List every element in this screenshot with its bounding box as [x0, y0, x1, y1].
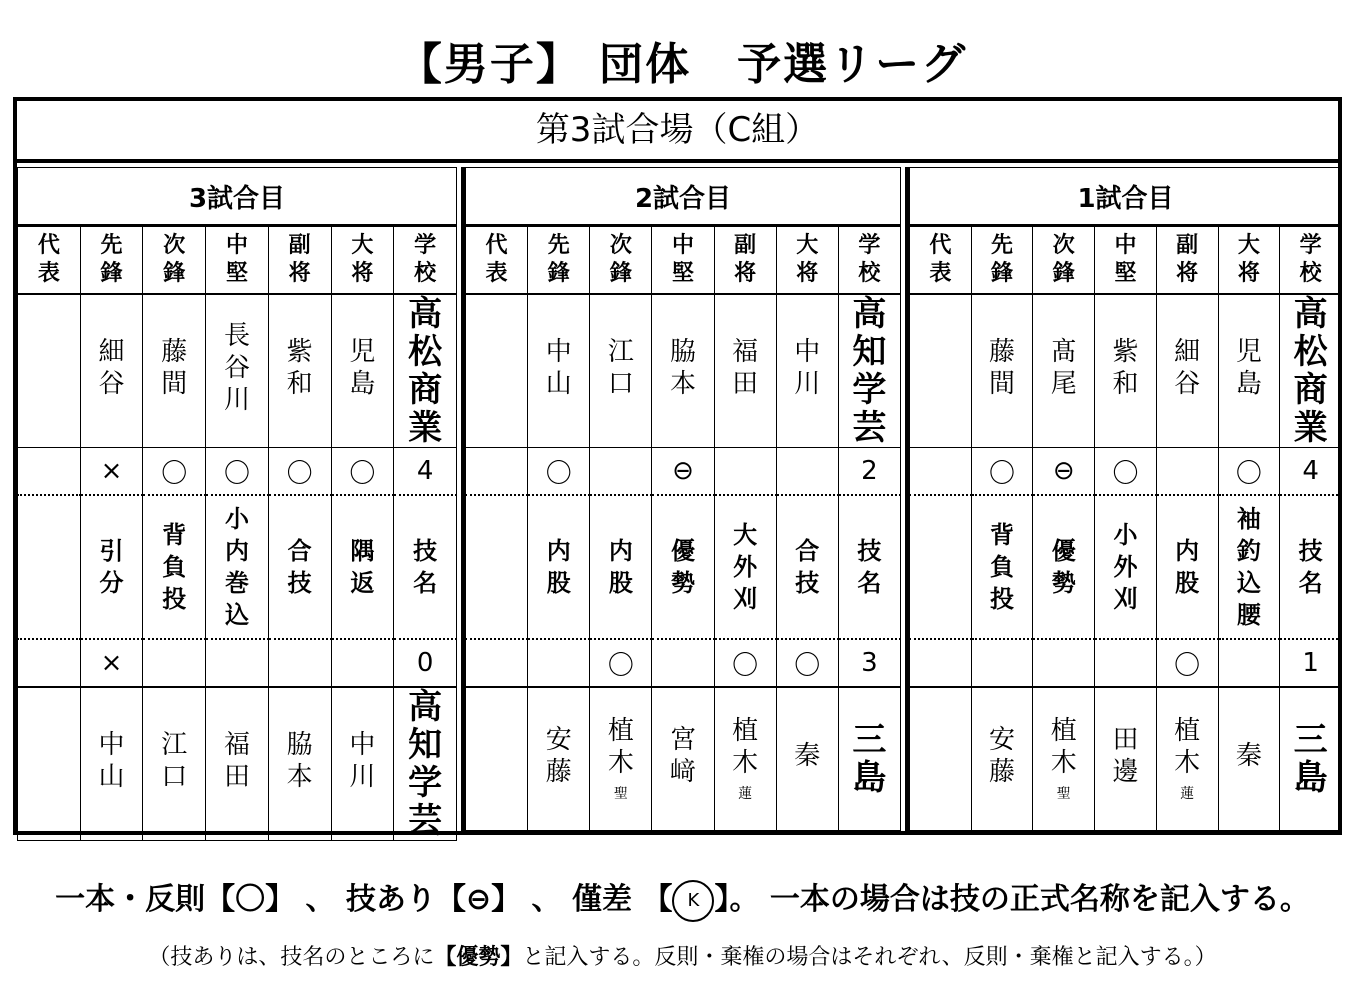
position-header-text: 中堅 — [1114, 233, 1137, 286]
top-player-name — [590, 294, 652, 448]
bottom-result-mark — [1218, 639, 1280, 687]
technique-name — [652, 495, 714, 639]
technique-name-text: 大外刈 — [733, 521, 758, 613]
technique-name — [466, 495, 528, 639]
bottom-player-name — [714, 687, 776, 831]
position-header — [776, 226, 838, 295]
top-total-text: 4 — [416, 456, 434, 486]
bottom-total-text: 3 — [861, 648, 878, 678]
position-header — [268, 226, 331, 295]
position-header-text: 副将 — [1176, 233, 1199, 286]
position-header-text: 副将 — [734, 233, 757, 286]
legend-part1: 一本・反則【〇】 、 技あり【 — [55, 882, 466, 917]
top-player-name-text: 細谷 — [98, 337, 125, 399]
top-player-name-text: 中山 — [545, 337, 572, 399]
bottom-result-mark — [331, 639, 394, 687]
bottom-result-mark — [80, 639, 143, 687]
bottom-player-name — [18, 687, 81, 841]
match-2 — [461, 167, 901, 831]
top-player-name — [268, 294, 331, 448]
top-school-text: 高知学芸 — [852, 294, 887, 448]
bottom-result-mark — [590, 639, 652, 687]
bottom-player-name-text: 江口 — [161, 730, 188, 792]
technique-name-text: 合技 — [287, 537, 312, 597]
technique-label — [1280, 495, 1342, 639]
name-suffix: 聖 — [613, 786, 628, 802]
bottom-player-name-text: 安藤 — [989, 725, 1016, 787]
position-header-text: 学校 — [858, 233, 881, 286]
top-result-mark — [910, 448, 972, 496]
bottom-result-mark — [652, 639, 714, 687]
legend-part3: 】。 一本の場合は技の正式名称を記入する。 — [714, 882, 1310, 917]
note-pre: （技ありは、技名のところに — [148, 945, 435, 970]
top-result-mark — [714, 448, 776, 496]
position-header — [18, 226, 81, 295]
top-player-name — [206, 294, 269, 448]
top-player-name-text: 藤間 — [989, 337, 1016, 399]
top-result-mark-text: 〇 — [989, 458, 1016, 489]
bottom-player-name-text: 田邊 — [1112, 725, 1139, 787]
top-player-name — [331, 294, 394, 448]
top-player-name — [652, 294, 714, 448]
bottom-player-name-text: 秦 — [1235, 741, 1262, 771]
technique-name-text: 内股 — [546, 537, 571, 597]
bottom-result-mark — [1095, 639, 1157, 687]
bottom-result-mark-text: 〇 — [1174, 650, 1201, 681]
top-result-mark — [528, 448, 590, 496]
bottom-player-name — [268, 687, 331, 841]
position-header-text: 代表 — [929, 233, 952, 286]
technique-name — [268, 495, 331, 639]
bottom-result-mark-text: 〇 — [732, 650, 759, 681]
top-result-mark — [1156, 448, 1218, 496]
top-player-name-text: 髙尾 — [1050, 337, 1077, 399]
bottom-player-name — [776, 687, 838, 831]
bottom-player-name — [1218, 687, 1280, 831]
top-player-name — [714, 294, 776, 448]
technique-name-text: 引分 — [99, 537, 124, 597]
bottom-player-name — [1156, 687, 1218, 831]
scoreboard — [13, 97, 1342, 841]
top-result-mark — [1218, 448, 1280, 496]
position-header — [466, 226, 528, 295]
bottom-player-name — [590, 687, 652, 831]
top-result-mark — [1095, 448, 1157, 496]
bottom-player-name-text: 脇本 — [286, 730, 313, 792]
top-player-name — [971, 294, 1033, 448]
top-result-mark-text: 〇 — [223, 458, 250, 489]
bottom-total — [838, 639, 900, 687]
technique-label — [394, 495, 457, 639]
top-player-name-text: 児島 — [1235, 337, 1262, 399]
page-title: 【男子】 団体 予選リーグ — [397, 39, 968, 90]
technique-name-text: 内股 — [1175, 537, 1200, 597]
technique-label-text: 技名 — [413, 537, 438, 597]
bottom-player-name — [331, 687, 394, 841]
name-suffix: 聖 — [1056, 786, 1071, 802]
position-header — [1218, 226, 1280, 295]
technique-name-text: 内股 — [608, 537, 633, 597]
technique-name-text: 背負投 — [162, 521, 187, 613]
top-player-name-text: 脇本 — [669, 337, 696, 399]
technique-name-text: 優勢 — [1051, 537, 1076, 597]
bottom-result-mark — [18, 639, 81, 687]
bottom-player-name — [528, 687, 590, 831]
position-header-text: 中堅 — [671, 233, 694, 286]
bottom-player-name — [143, 687, 206, 841]
bottom-player-name — [466, 687, 528, 831]
position-header — [206, 226, 269, 295]
note — [0, 940, 1365, 971]
match-label-text: 3試合目 — [188, 183, 286, 214]
top-player-name — [1033, 294, 1095, 448]
top-school-text: 高松商業 — [1293, 294, 1328, 448]
venue-title: 第3試合場（C組） — [17, 101, 1338, 163]
top-player-name-text: 福田 — [732, 337, 759, 399]
technique-label — [838, 495, 900, 639]
position-header — [838, 226, 900, 295]
bottom-result-mark — [143, 639, 206, 687]
position-header — [910, 226, 972, 295]
bottom-player-name-text: 秦 — [794, 741, 821, 771]
bottom-school-text: 三島 — [1293, 720, 1328, 798]
top-player-name-text: 児島 — [349, 337, 376, 399]
technique-label-text: 技名 — [1298, 537, 1323, 597]
bottom-player-name — [910, 687, 972, 831]
technique-name — [1033, 495, 1095, 639]
technique-name — [776, 495, 838, 639]
top-result-mark — [590, 448, 652, 496]
position-header — [1280, 226, 1342, 295]
top-total-text: 4 — [1302, 456, 1319, 486]
technique-name — [206, 495, 269, 639]
match-table — [465, 167, 901, 831]
position-header-text: 大将 — [796, 233, 819, 286]
top-result-mark-text: 〇 — [161, 458, 188, 489]
top-player-name — [1095, 294, 1157, 448]
position-header-text: 先鋒 — [547, 233, 570, 286]
match-label — [18, 168, 457, 226]
match-3 — [17, 167, 457, 841]
bottom-school — [838, 687, 900, 831]
top-player-name-text: 藤間 — [161, 337, 188, 399]
kinsa-symbol: K — [672, 880, 714, 922]
bottom-player-name-text: 中川 — [349, 730, 376, 792]
technique-name — [143, 495, 206, 639]
bottom-result-mark — [528, 639, 590, 687]
bottom-total — [394, 639, 457, 687]
bottom-player-name-text: 福田 — [223, 730, 250, 792]
top-result-mark-text: 〇 — [1235, 458, 1262, 489]
bottom-result-mark-text: 〇 — [607, 650, 634, 681]
bottom-result-mark — [971, 639, 1033, 687]
technique-name — [590, 495, 652, 639]
top-result-mark — [652, 448, 714, 496]
bottom-result-mark — [1156, 639, 1218, 687]
top-result-mark-text: × — [100, 456, 123, 486]
top-player-name — [910, 294, 972, 448]
position-header — [394, 226, 457, 295]
technique-name-text: 小内巻込 — [224, 505, 249, 629]
top-result-mark — [331, 448, 394, 496]
top-player-name-text: 長谷川 — [223, 321, 250, 415]
match-1 — [905, 167, 1342, 831]
technique-name — [18, 495, 81, 639]
top-total-text: 2 — [861, 456, 878, 486]
top-player-name — [1218, 294, 1280, 448]
top-school — [394, 294, 457, 448]
position-header-text: 次鋒 — [1052, 233, 1075, 286]
top-player-name-text: 細谷 — [1174, 337, 1201, 399]
position-header-text: 次鋒 — [163, 233, 186, 286]
waza-ari-symbol: ⊖ — [465, 882, 492, 917]
note-post: と記入する。反則・棄権の場合はそれぞれ、反則・棄権と記入する。） — [522, 945, 1217, 970]
position-header — [971, 226, 1033, 295]
match-label — [910, 168, 1342, 226]
top-total — [1280, 448, 1342, 496]
position-header-text: 大将 — [351, 233, 374, 286]
name-suffix: 蓮 — [1180, 786, 1195, 802]
bottom-player-name-text: 植木 — [1050, 716, 1077, 778]
position-header — [331, 226, 394, 295]
match-table — [17, 167, 457, 841]
match-label-text: 2試合目 — [634, 183, 732, 214]
bottom-player-name — [1033, 687, 1095, 831]
technique-name — [1218, 495, 1280, 639]
top-player-name — [776, 294, 838, 448]
bottom-result-mark-text: 〇 — [794, 650, 821, 681]
technique-name-text: 合技 — [795, 537, 820, 597]
position-header — [590, 226, 652, 295]
technique-name — [971, 495, 1033, 639]
position-header-text: 代表 — [37, 233, 60, 286]
top-player-name — [143, 294, 206, 448]
position-header-text: 大将 — [1237, 233, 1260, 286]
position-header-text: 学校 — [1299, 233, 1322, 286]
legend-part2: 】 、 僅差 【 — [491, 882, 673, 917]
top-school — [838, 294, 900, 448]
bottom-result-mark-text: × — [100, 648, 123, 678]
bottom-total-text: 1 — [1302, 648, 1319, 678]
top-player-name-text: 江口 — [607, 337, 634, 399]
bottom-player-name-text: 中山 — [98, 730, 125, 792]
bottom-result-mark — [1033, 639, 1095, 687]
position-header-text: 学校 — [414, 233, 437, 286]
bottom-player-name-text: 安藤 — [545, 725, 572, 787]
bottom-result-mark — [714, 639, 776, 687]
top-school — [1280, 294, 1342, 448]
top-result-mark — [971, 448, 1033, 496]
match-table — [909, 167, 1342, 831]
top-result-mark-text: 〇 — [1112, 458, 1139, 489]
technique-name-text: 隅返 — [350, 537, 375, 597]
top-result-mark — [268, 448, 331, 496]
bottom-result-mark — [910, 639, 972, 687]
bottom-total — [1280, 639, 1342, 687]
position-header — [528, 226, 590, 295]
top-player-name — [18, 294, 81, 448]
bottom-player-name-text: 植木 — [607, 716, 634, 778]
bottom-school-text: 三島 — [852, 720, 887, 798]
bottom-player-name — [80, 687, 143, 841]
technique-name-text: 優勢 — [670, 537, 695, 597]
top-player-name — [1156, 294, 1218, 448]
position-header — [80, 226, 143, 295]
match-label-text: 1試合目 — [1077, 183, 1174, 214]
top-total — [394, 448, 457, 496]
top-player-name — [466, 294, 528, 448]
technique-name-text: 背負投 — [990, 521, 1015, 613]
bottom-result-mark — [206, 639, 269, 687]
top-result-mark — [206, 448, 269, 496]
bottom-player-name — [1095, 687, 1157, 831]
technique-name — [528, 495, 590, 639]
top-result-mark — [1033, 448, 1095, 496]
top-result-mark — [80, 448, 143, 496]
technique-name — [331, 495, 394, 639]
position-header-text: 次鋒 — [609, 233, 632, 286]
bottom-player-name-text: 宮﨑 — [669, 725, 696, 787]
legend — [0, 874, 1365, 922]
position-header — [1095, 226, 1157, 295]
technique-name — [1156, 495, 1218, 639]
bottom-result-mark — [466, 639, 528, 687]
position-header-text: 先鋒 — [991, 233, 1014, 286]
position-header — [714, 226, 776, 295]
bottom-player-name-text: 植木 — [1174, 716, 1201, 778]
technique-name — [714, 495, 776, 639]
technique-name-text: 小外刈 — [1113, 521, 1138, 613]
bottom-player-name — [206, 687, 269, 841]
top-player-name — [80, 294, 143, 448]
technique-name-text: 袖釣込腰 — [1236, 505, 1261, 629]
bottom-school-text: 高知学芸 — [408, 687, 443, 841]
position-header-text: 中堅 — [225, 233, 248, 286]
top-result-mark — [776, 448, 838, 496]
top-result-mark — [18, 448, 81, 496]
top-player-name-text: 中川 — [794, 337, 821, 399]
position-header-text: 先鋒 — [100, 233, 123, 286]
match-label — [466, 168, 901, 226]
top-result-mark-text: ⊖ — [1052, 456, 1075, 486]
top-result-mark — [143, 448, 206, 496]
bottom-player-name — [652, 687, 714, 831]
bottom-school — [1280, 687, 1342, 831]
top-school-text: 高松商業 — [408, 294, 443, 448]
top-player-name-text: 紫和 — [1112, 337, 1139, 399]
top-total — [838, 448, 900, 496]
bottom-result-mark — [776, 639, 838, 687]
top-player-name-text: 紫和 — [286, 337, 313, 399]
technique-name — [1095, 495, 1157, 639]
position-header — [143, 226, 206, 295]
note-bold: 【優勢】 — [434, 945, 523, 970]
position-header — [1033, 226, 1095, 295]
top-result-mark-text: 〇 — [286, 458, 313, 489]
position-header — [1156, 226, 1218, 295]
position-header-text: 代表 — [485, 233, 508, 286]
position-header — [652, 226, 714, 295]
bottom-total-text: 0 — [416, 648, 434, 678]
position-header-text: 副将 — [288, 233, 311, 286]
top-result-mark — [466, 448, 528, 496]
top-result-mark-text: 〇 — [349, 458, 376, 489]
bottom-result-mark — [268, 639, 331, 687]
bottom-player-name-text: 植木 — [732, 716, 759, 778]
technique-name — [80, 495, 143, 639]
bottom-player-name — [971, 687, 1033, 831]
top-result-mark-text: ⊖ — [672, 456, 694, 486]
top-player-name — [528, 294, 590, 448]
bottom-school — [394, 687, 457, 841]
technique-name — [910, 495, 972, 639]
name-suffix: 蓮 — [738, 786, 753, 802]
technique-label-text: 技名 — [857, 537, 882, 597]
top-result-mark-text: 〇 — [545, 458, 572, 489]
